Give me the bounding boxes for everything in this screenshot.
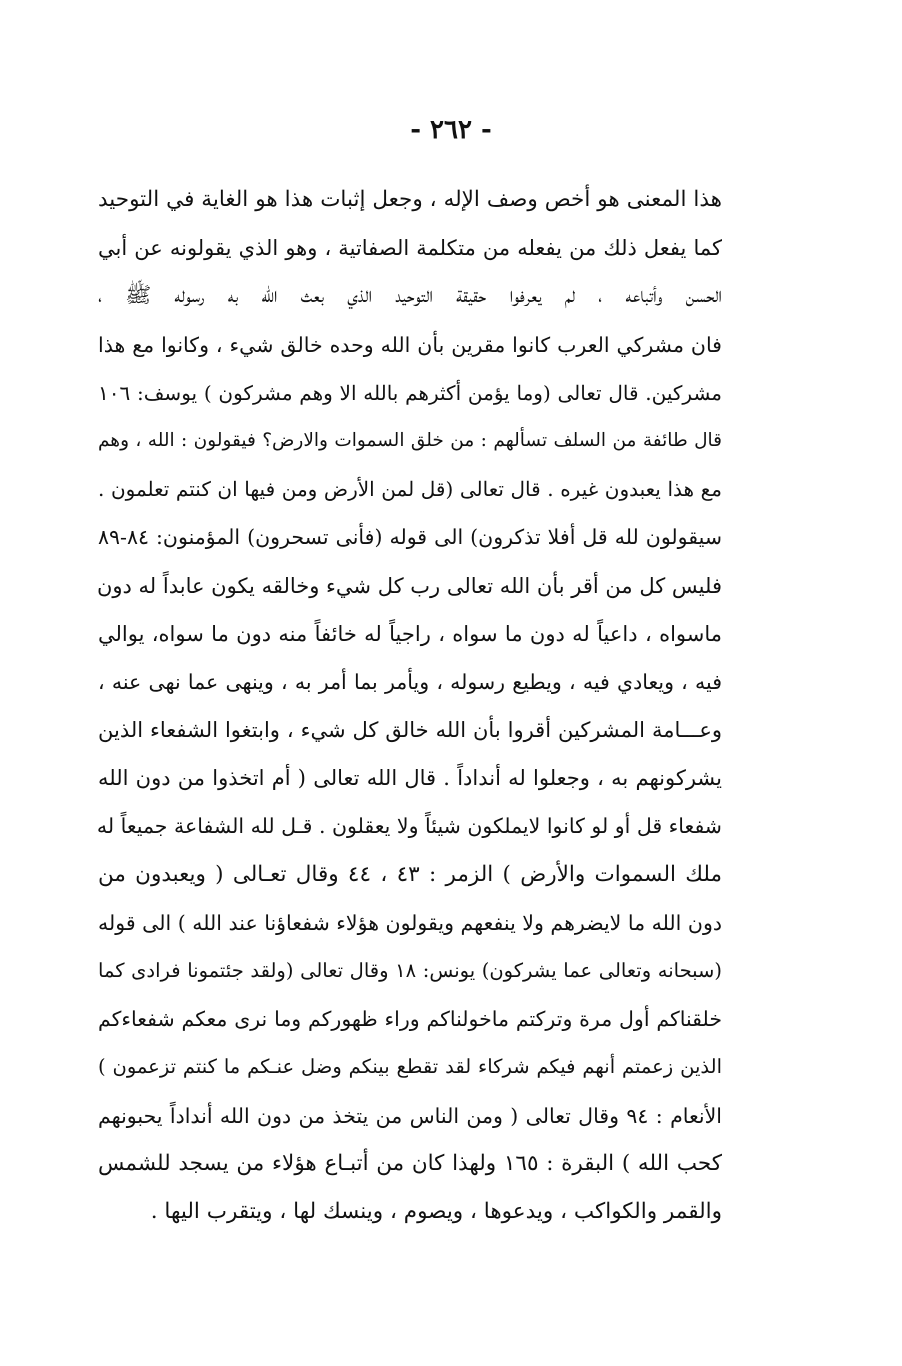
text-line: يشركونهم به ، وجعلوا له أنداداً . قال الله تعالى ( أم اتخذوا من دون الله: [98, 766, 722, 791]
text-line: سيقولون لله قل أفلا تذكرون) الى قوله (فأنى تسحرون) المؤمنون: ٨٤-٨٩: [98, 525, 722, 550]
text-line: فان مشركي العرب كانوا مقرين بأن الله وحده خالق شيء ، وكانوا مع هذا: [98, 332, 722, 357]
text-line: (سبحانه وتعالى عما يشركون) يونس: ١٨ وقال تعالى (ولقد جئتمونا فرادى كما: [98, 959, 722, 982]
text-line: الذين زعمتم أنهم فيكم شركاء لقد تقطع بينكم وضل عنـكم ما كنتم تزعمون ): [98, 1055, 722, 1079]
text-line: وعـــامة المشركين أقروا بأن الله خالق كل شيء ، وابتغوا الشفعاء الذين: [98, 718, 722, 743]
text-line: الحسن وأتباعه ، لم يعرفوا حقيقة التوحيد الذي بعث الله به رسوله ﷺ ،: [98, 283, 722, 309]
text-line: كحب الله ) البقرة : ١٦٥ ولهذا كان من أتبـاع هؤلاء من يسجد للشمس: [98, 1150, 722, 1176]
text-line: ملك السموات والأرض ) الزمر : ٤٣ ، ٤٤ وقال تعـالى ( ويعبدون من: [98, 861, 723, 887]
text-line: شفعاء قل أو لو كانوا لايملكون شيئاً ولا يعقلون . قـل لله الشفاعة جميعاً له: [96, 814, 722, 839]
text-line: فيه ، ويعادي فيه ، ويطيع رسوله ، ويأمر بما أمر به ، وينهى عما نهى عنه ،: [98, 669, 722, 694]
text-line: خلقناكم أول مرة وتركتم ماخولناكم وراء ظهوركم وما نرى معكم شفعاءكم: [98, 1007, 722, 1032]
text-line: والقمر والكواكب ، ويدعوها ، ويصوم ، وينسك لها ، ويتقرب اليها .: [150, 1198, 722, 1224]
text-line: قال طائفة من السلف تسألهم : من خلق السموات والارض؟ فيقولون : الله ، وهم: [98, 429, 722, 451]
text-line: فليس كل من أقر بأن الله تعالى رب كل شيء وخالقه يكون عابداً له دون: [96, 573, 722, 598]
text-line: الأنعام : ٩٤ وقال تعالى ( ومن الناس من يتخذ من دون الله أنداداً يحبونهم: [98, 1103, 722, 1128]
page-number: - ٢٦٢ -: [410, 115, 492, 145]
text-line: دون الله ما لايضرهم ولا ينفعهم ويقولون هؤلاء شفعاؤنا عند الله ) الى قوله: [98, 910, 722, 935]
text-line: مشركين. قال تعالى (وما يؤمن أكثرهم بالله الا وهم مشركون ) يوسف: ١٠٦: [98, 380, 722, 405]
body-text: [98, 176, 722, 1236]
text-line: مع هذا يعبدون غيره . قال تعالى (قل لمن الأرض ومن فيها ان كنتم تعلمون .: [98, 477, 722, 502]
text-line: كما يفعل ذلك من يفعله من متكلمة الصفاتية ، وهو الذي يقولونه عن أبي: [98, 236, 722, 261]
text-line: ماسواه ، داعياً له دون ما سواه ، راجياً له خائفاً منه دون ما سواه، يوالي: [98, 621, 722, 646]
text-line: هذا المعنى هو أخص وصف الإله ، وجعل إثبات هذا هو الغاية في التوحيد: [98, 187, 722, 212]
